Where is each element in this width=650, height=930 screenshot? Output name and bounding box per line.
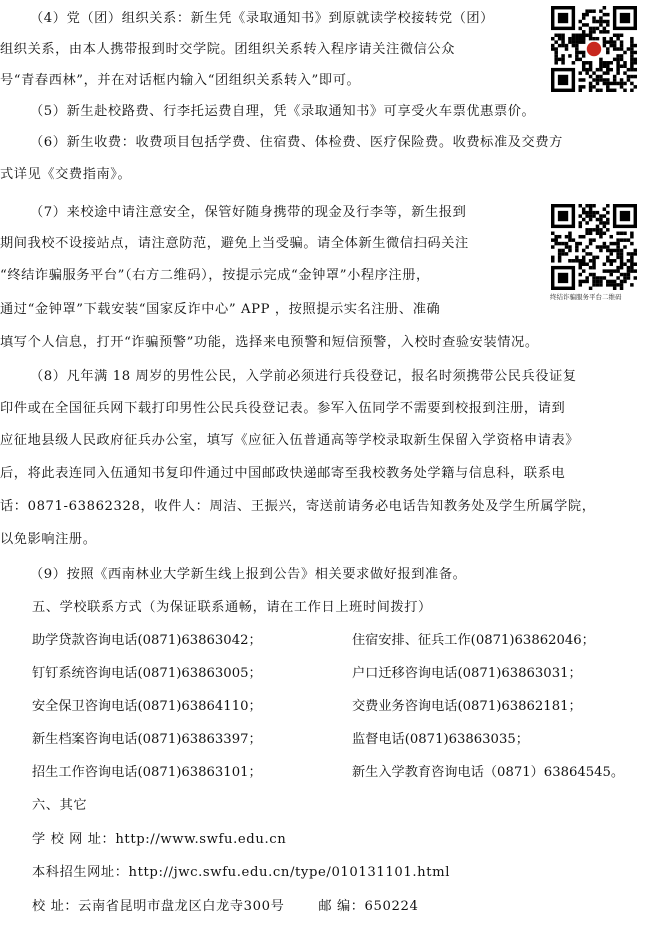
contact-row — [32, 757, 650, 789]
youth-wechat-qr-code — [551, 6, 637, 92]
para5-line1: （5）新生赴校路费、行李托运费自理，凭《录取通知书》可享受火车票优惠票价。 — [30, 104, 536, 119]
section5-heading: 五、学校联系方式（为保证联系通畅，请在工作日上班时间拨打） — [32, 600, 432, 615]
contact-phone: 住宿安排、征兵工作(0871)63862046； — [352, 633, 595, 648]
contact-row — [32, 724, 650, 756]
para7-line4: 通过“金钟罩”下载安装“国家反诈中心” APP ，按照提示实名注册、准确 — [0, 302, 441, 317]
contact-phone: 新生入学教育咨询电话（0871）63864545。 — [352, 765, 625, 780]
para7-line1: （7）来校途中请注意安全，保管好随身携带的现金及行李等，新生报到 — [30, 205, 467, 220]
para6-line1: （6）新生收费：收费项目包括学费、住宿费、体检费、医疗保险费。收费标准及交费方 — [30, 135, 563, 150]
para8-line1: （8）凡年满 18 周岁的男性公民，入学前必须进行兵役登记，报名时须携带公民兵役证复 — [30, 369, 577, 384]
para7-line2: 期间我校不设接站点，请注意防范，避免上当受骗。请全体新生微信扫码关注 — [0, 236, 469, 251]
contact-row — [32, 691, 650, 723]
section6-heading: 六、其它 — [32, 798, 88, 813]
contact-phone: 钉钉系统咨询电话(0871)63863005； — [32, 666, 262, 681]
para8-line6: 以免影响注册。 — [0, 532, 97, 547]
contact-phone: 助学贷款咨询电话(0871)63863042； — [32, 633, 262, 648]
postcode-label: 邮 编： — [318, 899, 365, 914]
school-website-link[interactable]: http://www.swfu.edu.cn — [115, 832, 287, 847]
school-website-line — [32, 824, 286, 856]
para6-line2: 式详见《交费指南》。 — [0, 167, 132, 182]
para7-line3: “终结诈骗服务平台”（右方二维码），按提示完成“金钟罩”小程序注册， — [0, 268, 430, 283]
contact-phone: 招生工作咨询电话(0871)63863101； — [32, 765, 262, 780]
contact-phone: 交费业务咨询电话(0871)63862181； — [352, 699, 582, 714]
admission-website-label: 本科招生网址： — [32, 865, 129, 880]
para8-line2: 印件或在全国征兵网下载打印男性公民兵役登记表。参军入伍同学不需要到校报到注册，请到 — [0, 401, 566, 416]
para8-line4: 后，将此表连同入伍通知书复印件通过中国邮政快递邮寄至我校教务处学籍与信息科，联系电 — [0, 466, 566, 481]
address-value: 云南省昆明市盘龙区白龙寺300号 — [78, 899, 285, 914]
contact-phone: 新生档案咨询电话(0871)63863397； — [32, 732, 262, 747]
contact-phone: 监督电话(0871)63863035； — [352, 732, 529, 747]
para4-line2: 组织关系，由本人携带报到时交学院。团组织关系转入程序请关注微信公众 — [0, 42, 455, 57]
qr-caption: 终结诈骗服务平台二维码 — [550, 293, 622, 301]
para7-line5: 填写个人信息，打开“诈骗预警”功能，选择来电预警和短信预警，入校时查验安装情况。 — [0, 335, 539, 350]
para9-line1: （9）按照《西南林业大学新生线上报到公告》相关要求做好报到准备。 — [30, 567, 467, 582]
contact-phone: 安全保卫咨询电话(0871)63864110； — [32, 699, 262, 714]
para8-line5: 话：0871-63862328，收件人：周洁、王振兴，寄送前请务必电话告知教务处及学生所属学院， — [0, 499, 596, 514]
postcode-value: 650224 — [364, 899, 419, 914]
contact-phone: 户口迁移咨询电话(0871)63863031； — [352, 666, 582, 681]
admission-website-link[interactable]: http://jwc.swfu.edu.cn/type/010131101.html — [128, 865, 451, 880]
anti-fraud-qr-code — [551, 204, 637, 290]
para4-line1: （4）党（团）组织关系：新生凭《录取通知书》到原就读学校接转党（团） — [30, 11, 494, 26]
contact-row — [32, 658, 650, 690]
address-line — [32, 891, 418, 923]
para8-line3: 应征地县级人民政府征兵办公室，填写《应征入伍普通高等学校录取新生保留入学资格申请表》 — [0, 433, 580, 448]
contact-row — [32, 625, 650, 657]
admission-website-line — [32, 857, 450, 889]
para4-line3: 号“青春西林”，并在对话框内输入“团组织关系转入”即可。 — [0, 73, 361, 88]
address-label: 校 址： — [32, 899, 79, 914]
school-website-label: 学 校 网 址： — [32, 832, 116, 847]
